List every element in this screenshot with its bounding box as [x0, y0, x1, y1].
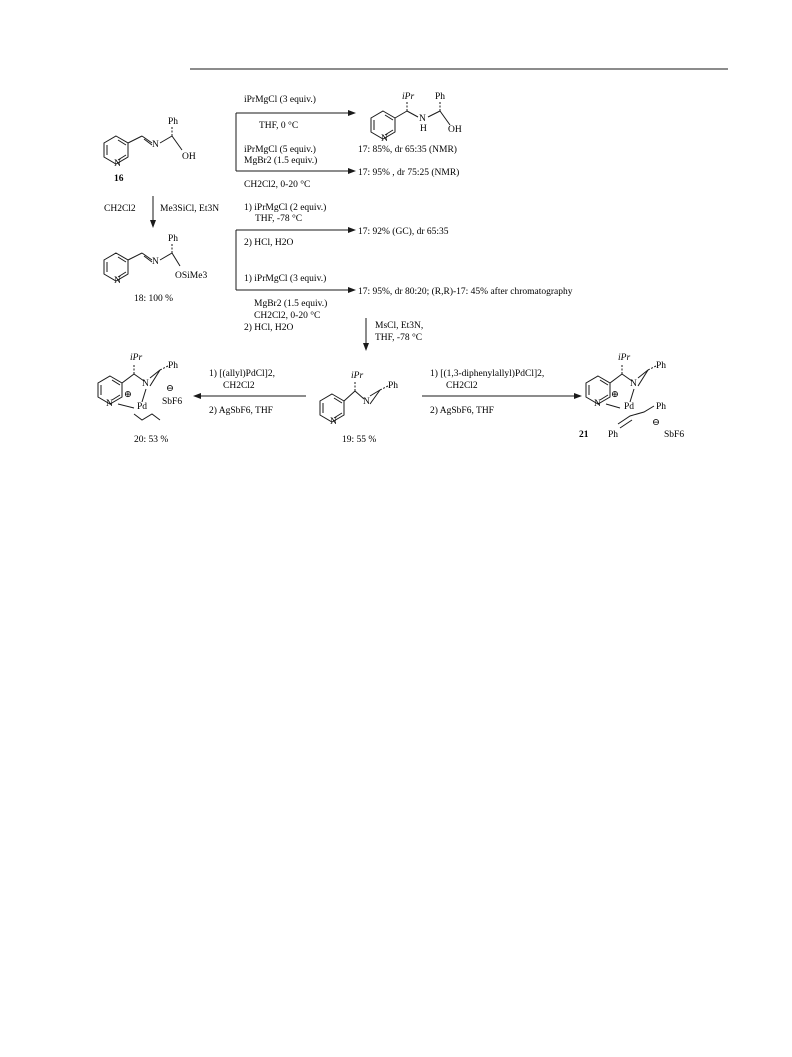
ph-21-right: Ph	[656, 402, 667, 412]
plus-21: ⊕	[611, 390, 619, 400]
compound-21-structure	[586, 364, 656, 428]
cond-left-line3: 2) AgSbF6, THF	[209, 406, 273, 416]
label-16: 16	[114, 174, 124, 184]
cond-r2-below: CH2Cl2, 0-20 °C	[244, 180, 311, 190]
cond-r4-line4: 2) HCl, H2O	[244, 323, 294, 333]
minus-20: ⊖	[166, 384, 174, 394]
ipr-19: iPr	[351, 371, 364, 381]
cond-r1-above: iPrMgCl (3 equiv.)	[244, 95, 316, 105]
oh-17: OH	[448, 125, 462, 135]
arrowhead-d	[348, 287, 356, 293]
arrowhead-c	[348, 227, 356, 233]
cond-silyl-left: CH2Cl2	[104, 204, 136, 214]
compound-19-structure	[320, 381, 388, 422]
ph-21-left: Ph	[608, 430, 619, 440]
result-3: 17: 92% (GC), dr 65:35	[358, 227, 449, 237]
ph-19: Ph	[388, 381, 399, 391]
cond-r3-line2: THF, -78 °C	[255, 214, 303, 224]
label-19: 19: 55 %	[342, 435, 377, 445]
cond-r3-line3: 2) HCl, H2O	[244, 238, 294, 248]
n-19-ring: N	[330, 417, 337, 427]
ph-17: Ph	[435, 92, 446, 102]
n-17-ring: N	[381, 134, 388, 144]
cond-mscl-line2: THF, -78 °C	[375, 333, 423, 343]
cond-left-line2: CH2Cl2	[223, 381, 255, 391]
arrowhead-down-18	[150, 220, 156, 228]
result-2: 17: 95% , dr 75:25 (NMR)	[358, 168, 460, 178]
cond-left-line1: 1) [(allyl)PdCl]2,	[209, 369, 275, 379]
cond-right-line3: 2) AgSbF6, THF	[430, 406, 494, 416]
arrowhead-down-19	[363, 343, 369, 351]
cond-r3-line1: 1) iPrMgCl (2 equiv.)	[244, 203, 327, 213]
osime3-18: OSiMe3	[175, 271, 208, 281]
n-20-aziridine: N	[142, 379, 149, 389]
n-21-ring: N	[594, 399, 601, 409]
arrowhead-left	[193, 393, 201, 399]
cond-r4-line1: 1) iPrMgCl (3 equiv.)	[244, 274, 327, 284]
n-20-ring: N	[106, 399, 113, 409]
compound-20-structure	[98, 364, 168, 420]
ipr-20: iPr	[130, 353, 143, 363]
label-21: 21	[579, 430, 589, 440]
arrowhead-a	[348, 110, 356, 116]
arrowhead-b	[348, 168, 356, 174]
ph-16: Ph	[168, 117, 179, 127]
pd-20: Pd	[137, 402, 148, 412]
label-20: 20: 53 %	[134, 435, 169, 445]
ph-20: Ph	[168, 361, 179, 371]
label-18: 18: 100 %	[134, 294, 174, 304]
h-17: H	[420, 124, 427, 134]
nh-17: N	[419, 114, 426, 124]
result-1: 17: 85%, dr 65:35 (NMR)	[358, 145, 457, 155]
plus-20: ⊕	[124, 390, 132, 400]
n-16-imine: N	[152, 140, 159, 150]
cond-r2-line2: MgBr2 (1.5 equiv.)	[244, 156, 318, 166]
n-18-ring: N	[114, 276, 121, 286]
sbf6-21: SbF6	[664, 430, 685, 440]
cond-r4-line3: CH2Cl2, 0-20 °C	[254, 311, 321, 321]
arrowhead-right	[574, 393, 582, 399]
cond-mscl-line1: MsCl, Et3N,	[375, 321, 424, 331]
cond-r4-line2: MgBr2 (1.5 equiv.)	[254, 299, 328, 309]
sbf6-20: SbF6	[162, 397, 183, 407]
cond-r1-below: THF, 0 °C	[259, 121, 299, 131]
ph-21-top: Ph	[656, 361, 667, 371]
minus-21: ⊖	[652, 418, 660, 428]
pd-21: Pd	[624, 402, 635, 412]
cond-silyl-right: Me3SiCl, Et3N	[160, 204, 220, 214]
cond-r2-line1: iPrMgCl (5 equiv.)	[244, 145, 316, 155]
result-4: 17: 95%, dr 80:20; (R,R)-17: 45% after chromatography	[358, 287, 573, 297]
ipr-17: iPr	[402, 92, 415, 102]
n-18-imine: N	[152, 257, 159, 267]
n-21-aziridine: N	[630, 379, 637, 389]
n-19-aziridine: N	[363, 397, 370, 407]
cond-right-line2: CH2Cl2	[446, 381, 478, 391]
ph-18: Ph	[168, 234, 179, 244]
oh-16: OH	[182, 152, 196, 162]
ipr-21: iPr	[618, 353, 631, 363]
cond-right-line1: 1) [(1,3-diphenylallyl)PdCl]2,	[430, 369, 545, 379]
n-16-ring: N	[114, 159, 121, 169]
